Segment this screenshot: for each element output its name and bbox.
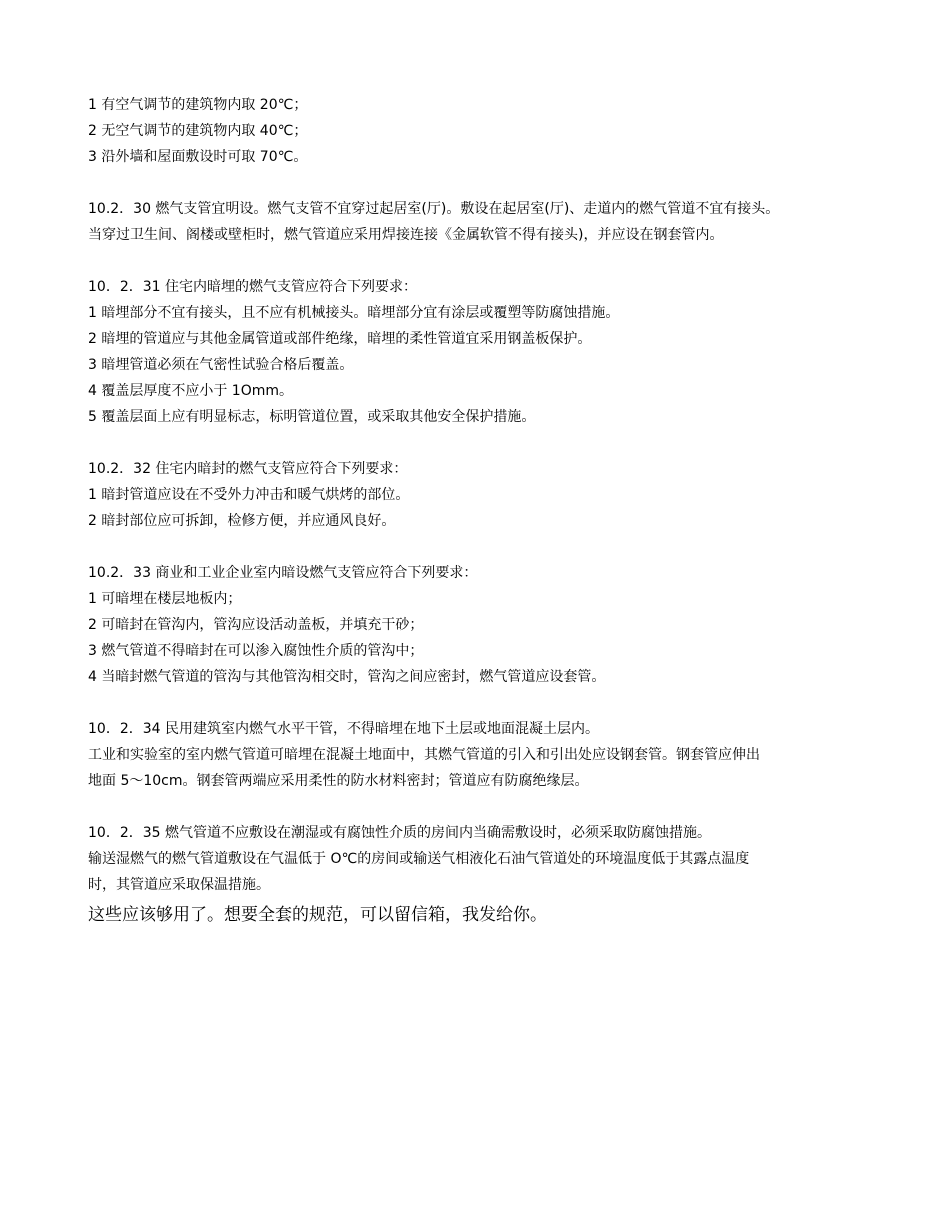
list-item: 2 暗封部位应可拆卸，检修方便，并应通风良好。 [88, 513, 396, 529]
section-heading: 10.2．32 住宅内暗封的燃气支管应符合下列要求： [88, 461, 408, 477]
closing-remark: 这些应该够用了。想要全套的规范，可以留信箱，我发给你。 [88, 905, 547, 925]
paragraph-spacer [88, 534, 878, 560]
paragraph-line: 当穿过卫生间、阁楼或壁柜时，燃气管道应采用焊接连接《金属软管不得有接头)，并应设在钢套管内。 [88, 227, 724, 243]
section-10-2-30 [88, 196, 878, 248]
section-10-2-32 [88, 456, 878, 534]
list-item: 5 覆盖层面上应有明显标志，标明管道位置，或采取其他安全保护措施。 [88, 409, 536, 425]
section-heading: 10.2．30 燃气支管宜明设。燃气支管不宜穿过起居室(厅)。敷设在起居室(厅)、走道内的燃气管道不宜有接头。 [88, 201, 780, 217]
list-item: 1 可暗埋在楼层地板内； [88, 591, 242, 607]
paragraph-line: 地面 5～10cm。钢套管两端应采用柔性的防水材料密封；管道应有防腐绝缘层。 [88, 773, 589, 789]
list-item: 1 有空气调节的建筑物内取 20℃； [88, 97, 308, 113]
paragraph-spacer [88, 794, 878, 820]
section-10-2-34 [88, 716, 878, 794]
section-10-2-35 [88, 820, 878, 898]
list-item: 3 燃气管道不得暗封在可以渗入腐蚀性介质的管沟中； [88, 643, 424, 659]
paragraph-spacer [88, 430, 878, 456]
list-item: 2 暗埋的管道应与其他金属管道或部件绝缘，暗埋的柔性管道宜采用钢盖板保护。 [88, 331, 592, 347]
list-item: 3 暗埋管道必须在气密性试验合格后覆盖。 [88, 357, 354, 373]
paragraph-line: 时，其管道应采取保温措施。 [88, 877, 270, 893]
list-item: 1 暗封管道应设在不受外力冲击和暖气烘烤的部位。 [88, 487, 410, 503]
paragraph-spacer [88, 690, 878, 716]
section-10-2-31 [88, 274, 878, 430]
list-item: 1 暗埋部分不宜有接头，且不应有机械接头。暗埋部分宜有涂层或覆塑等防腐蚀措施。 [88, 305, 620, 321]
section-heading: 10．2．34 民用建筑室内燃气水平干管，不得暗埋在地下土层或地面混凝土层内。 [88, 721, 599, 737]
paragraph-spacer [88, 248, 878, 274]
paragraph-line: 工业和实验室的室内燃气管道可暗埋在混凝土地面中，其燃气管道的引入和引出处应设钢套管。钢套管应伸出 [88, 747, 760, 763]
list-item: 3 沿外墙和屋面敷设时可取 70℃。 [88, 149, 308, 165]
paragraph-line: 输送湿燃气的燃气管道敷设在气温低于 O℃的房间或输送气相液化石油气管道处的环境温度低于其露点温度 [88, 851, 750, 867]
list-item: 4 覆盖层厚度不应小于 1Omm。 [88, 383, 294, 399]
list-item: 2 可暗封在管沟内，管沟应设活动盖板，并填充干砂； [88, 617, 424, 633]
list-item: 4 当暗封燃气管道的管沟与其他管沟相交时，管沟之间应密封，燃气管道应设套管。 [88, 669, 606, 685]
section-heading: 10．2．35 燃气管道不应敷设在潮湿或有腐蚀性介质的房间内当确需敷设时，必须采取防腐蚀措施。 [88, 825, 711, 841]
paragraph-spacer [88, 170, 878, 196]
list-item: 2 无空气调节的建筑物内取 40℃； [88, 123, 308, 139]
section-10-2-33 [88, 560, 878, 690]
document-body [88, 92, 878, 930]
section-heading: 10．2．31 住宅内暗埋的燃气支管应符合下列要求： [88, 279, 417, 295]
section-heading: 10.2．33 商业和工业企业室内暗设燃气支管应符合下列要求： [88, 565, 478, 581]
intro-list [88, 92, 878, 170]
